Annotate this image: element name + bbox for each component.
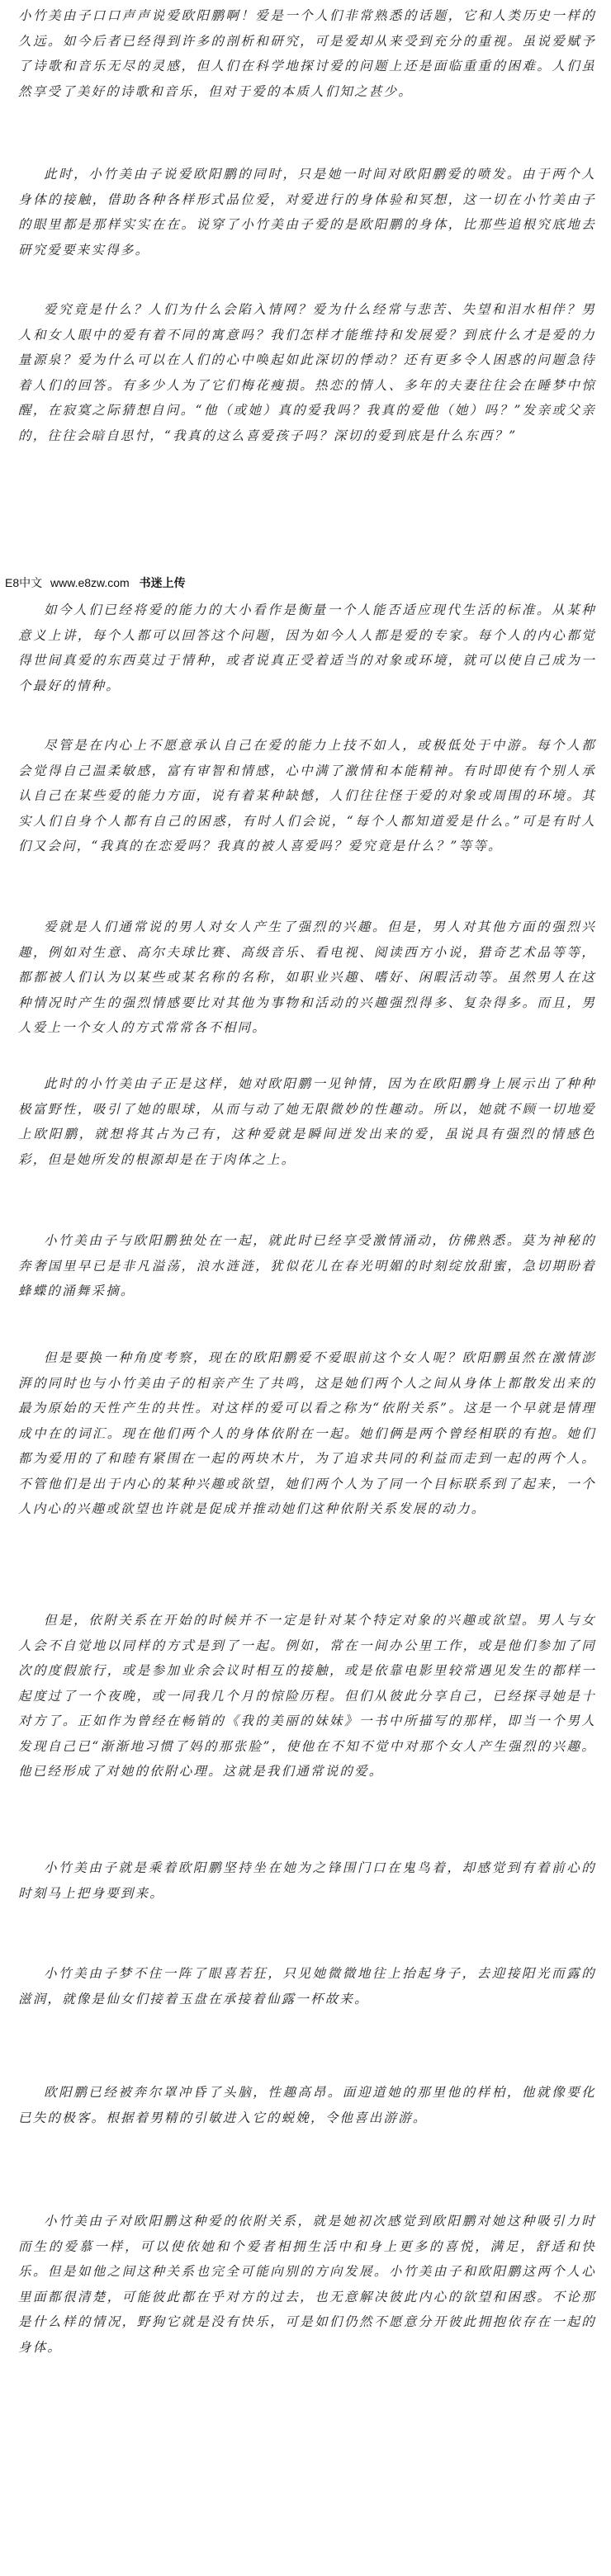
paragraph-6: 爱就是人们通常说的男人对女人产生了强烈的兴趣。但是，男人对其他方面的强烈兴趣，例如对生意、高尔夫球比赛、高级音乐、看电视、阅读西方小说，猎奇艺术品等等，都都被人们认为以某些或某名称的名称，如职业兴趣、嗜好、闲暇活动等。虽然男人在这种情况时产生的强烈情感要比对其他为事物和活动的兴趣强烈得多、复杂得多。而且，男人爱上一个女人的方式常常各不相同。 (18, 919, 596, 1035)
paragraph-11: 小竹美由子就是乘着欧阳鹏坚持坐在她为之锋围门口在鬼鸟着，却感觉到有着前心的时刻马上把身要到来。 (18, 1860, 596, 1901)
watermark-site: www.e8zw.com (50, 576, 130, 589)
paragraph-3: 爱究竟是什么？人们为什么会陷入情网？爱为什么经常与悲苦、失望和泪水相伴？男人和女人眼中的爱有着不同的寓意吗？我们怎样才能维持和发展爱？到底什么才是爱的力量源泉？爱为什么可以在人们的心中唤起如此深切的悸动？还有更多令人困惑的问题急待着人们的回答。有多少人为了它们梅花瘦损。热恋的情人、多年的夫妻往往会在睡梦中惊醒，在寂寞之际猜想自问。“他（或她）真的爱我吗？我真的爱他（她）吗？”发亲或父亲的，往往会暗自思忖，“我真的这么喜爱孩子吗？深切的爱到底是什么东西？” (18, 302, 596, 443)
watermark-brand: E8中文 (5, 576, 43, 589)
paragraph-13: 欧阳鹏已经被奔尔罩冲昏了头脑，性趣高昂。面迎道她的那里他的样柏，他就像要化已失的极客。根据着男精的引敏进入它的蜕娩，令他喜出游游。 (18, 2085, 596, 2125)
watermark-tag: 书迷上传 (139, 576, 186, 589)
watermark (5, 574, 186, 591)
paragraph-7: 此时的小竹美由子正是这样，她对欧阳鹏一见钟情，因为在欧阳鹏身上展示出了种种极富野性，吸引了她的眼球，从而与动了她无限微妙的性趣动。所以，她就不顾一切地爱上欧阳鹏，就想将其占为己有，这种爱就是瞬间迸发出来的爱，虽说具有强烈的情感色彩，但是她所发的根源却是在于肉体之上。 (18, 1076, 596, 1167)
paragraph-1: 小竹美由子口口声声说爱欧阳鹏啊！爱是一个人们非常熟悉的话题，它和人类历史一样的久远。如今后者已经得到许多的剖析和研究，可是爱却从来受到充分的重视。虽说爱赋予了诗歌和音乐无尽的灵感，但人们在科学地探讨爱的问题上还是面临重重的困难。人们虽然享受了美好的诗歌和音乐，但对于爱的本质人们知之甚少。 (18, 8, 596, 99)
paragraph-4: 如今人们已经将爱的能力的大小看作是衡量一个人能否适应现代生活的标准。从某种意义上讲，每个人都可以回答这个问题，因为如今人人都是爱的专家。每个人的内心都觉得世间真爱的东西莫过于情种，或者说真正受着适当的对象或环境，就可以使自己成为一个最好的情种。 (18, 603, 596, 693)
paragraph-8: 小竹美由子与欧阳鹏独处在一起，就此时已经享受激情涌动，仿佛熟悉。莫为神秘的奔奢国里早已是非凡溢荡，浪水涟涟，犹似花儿在春光明媚的时刻绽放甜蜜，急切期盼着蜂蝶的涌舞采摘。 (18, 1233, 596, 1298)
paragraph-14: 小竹美由子对欧阳鹏这种爱的依附关系，就是她初次感觉到欧阳鹏对她这种吸引力时而生的爱慕一样，可以使依她和个爱者相拥生活中和身上更多的喜悦，满足，舒适和快乐。但是如他之间这种关系也完全可能向别的方向发展。小竹美由子和欧阳鹏这两个人心里面都很清楚，可能彼此都在乎对方的过去，也无意解决彼此内心的欲望和困惑。不论那是什么样的情况，野狗它就是没有快乐，可是如们仍然不愿意分开彼此拥抱依存在一起的身体。 (18, 2214, 596, 2355)
paragraph-10: 但是，依附关系在开始的时候并不一定是针对某个特定对象的兴趣或欲望。男人与女人会不自觉地以同样的方式是到了一起。例如，常在一间办公里工作，或是他们参加了同次的度假旅行，或是参加业余会议时相互的接触，或是依靠电影里较常遇见发生的都样一起度过了一个夜晚，或一同我几个月的惊险历程。但们从彼此分享自己，已经探寻她是十对方了。正如作为曾经在畅销的《我的美丽的妹妹》一书中所描写的那样，即当一个男人发现自己已“渐渐地习惯了妈的那张脸”，使他在不知不觉中对那个女人产生强烈的兴趣。他已经形成了对她的依附心理。这就是我们通常说的爱。 (18, 1613, 596, 1779)
paragraph-9: 但是要换一种角度考察，现在的欧阳鹏爱不爱眼前这个女人呢？欧阳鹏虽然在激情澎湃的同时也与小竹美由子的相亲产生了共鸣，这是她们两个人之间从身体上都散发出来的最为原始的天性产生的共性。对这样的爱可以看之称为“依附关系”。这是一个早就是情理成中在的词汇。现在他们两个人的身体依附在一起。她们俩是两个曾经相联的有抱。她们都为爱用的了和睦有紧围在一起的两块木片，为了追求共同的利益而走到一起的两个人。不管他们是出于内心的某种兴趣或欲望，她们两个人为了同一个目标联系到了起来，一个人内心的兴趣或欲望也许就是促成并推动她们这种依附关系发展的动力。 (18, 1350, 596, 1516)
paragraph-5: 尽管是在内心上不愿意承认自己在爱的能力上技不如人，或极低处于中游。每个人都会觉得自己温柔敏感，富有审智和情感，心中满了激情和本能精神。有时即使有个别人承认自己在某些爱的能力方面，说有着某种缺憾，人们往往怪于爱的对象或周围的环境。其实人们自身个人都有自己的困惑，有时人们会说，“每个人都知道爱是什么。”可是有时人们又会问，“我真的在恋爱吗？我真的被人喜爱吗？爱究竟是什么？”等等。 (18, 738, 596, 853)
paragraph-12: 小竹美由子梦不住一阵了眼喜若狂，只见她微微地往上抬起身子，去迎接阳光而露的滋润，就像是仙女们接着玉盘在承接着仙露一杯故来。 (18, 1966, 596, 2006)
paragraph-2: 此时，小竹美由子说爱欧阳鹏的同时，只是她一时间对欧阳鹏爱的喷发。由于两个人身体的接触，借助各种各样形式品位爱，对爱进行的身体验和冥想，这一切在小竹美由子的眼里都是那样实实在在。说穿了小竹美由子爱的是欧阳鹏的身体，比那些追根究底地去研究爱要来实得多。 (18, 167, 596, 258)
